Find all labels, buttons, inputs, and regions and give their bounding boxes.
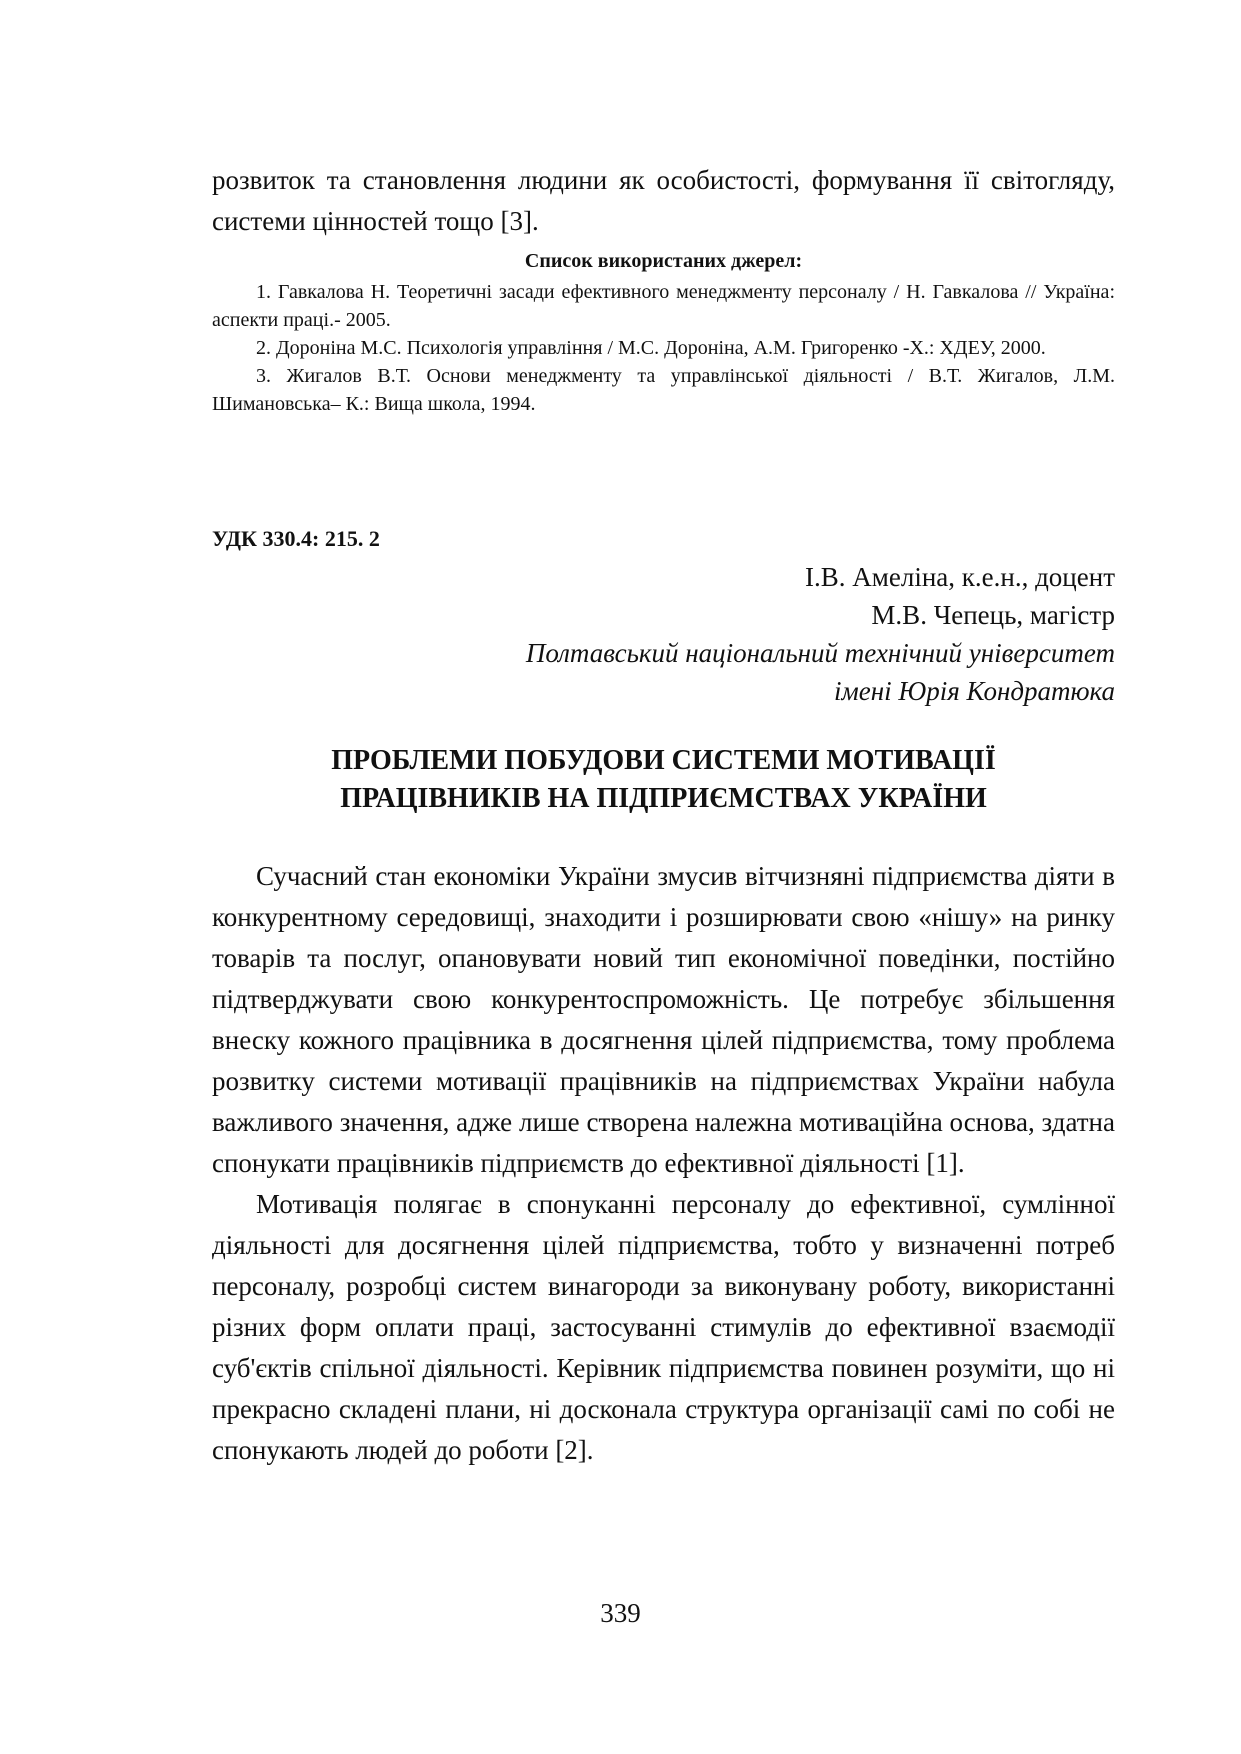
- article-body: [212, 856, 1115, 1471]
- references-title: Список використаних джерел:: [524, 250, 803, 272]
- author-chepets: М.В. Чепець, магістр: [871, 600, 1115, 630]
- references-section: [212, 248, 1115, 418]
- page-content: [212, 160, 1115, 1471]
- article-title-line: ПРАЦІВНИКІВ НА ПІДПРИЄМСТВАХ УКРАЇНИ: [340, 783, 987, 814]
- authors-block: [212, 558, 1115, 710]
- article-title-line: ПРОБЛЕМИ ПОБУДОВИ СИСТЕМИ МОТИВАЦІЇ: [331, 745, 996, 776]
- udk-code: УДК 330.4: 215. 2: [212, 526, 380, 551]
- page-number: 339: [600, 1598, 641, 1628]
- reference-item: 2. Дороніна М.С. Психологія управління / М.С. Дороніна, А.М. Григоренко -Х.: ХДЕУ, 2000.: [256, 337, 1046, 359]
- reference-item: 3. Жигалов В.Т. Основи менеджменту та управлінської діяльності / В.Т. Жигалов, Л.М. Шимановська– К.: Вища школа, 1994.: [212, 365, 1115, 415]
- author-amelina: І.В. Амеліна, к.е.н., доцент: [805, 562, 1115, 592]
- affiliation-line: імені Юрія Кондратюка: [834, 676, 1115, 706]
- reference-item: 1. Гавкалова Н. Теоретичні засади ефективного менеджменту персоналу / Н. Гавкалова // Україна: аспекти праці.- 2005.: [212, 281, 1115, 331]
- body-paragraph: Сучасний стан економіки України змусив вітчизняні підприємства діяти в конкурентному середовищі, знаходити і розширювати свою «нішу» на ринку товарів та послуг, опановувати новий тип економічної поведінки, постійно підтверджувати свою конкурентоспроможність. Це потребує збільшення внеску кожного працівника в досягнення цілей підприємства, тому проблема розвитку системи мотивації працівників на підприємствах України набула важливого значення, адже лише створена належна мотиваційна основа, здатна спонукати працівників підприємств до ефективної діяльності [1].: [212, 861, 1115, 1178]
- body-paragraph: Мотивація полягає в спонуканні персоналу до ефективної, сумлінної діяльності для досягнення цілей підприємства, тобто у визначенні потреб персоналу, розробці систем винагороди за виконувану роботу, використанні різних форм оплати праці, застосуванні стимулів до ефективної взаємодії суб'єктів спільної діяльності. Керівник підприємства повинен розуміти, що ні прекрасно складені плани, ні досконала структура організації самі по собі не спонукають людей до роботи [2].: [212, 1189, 1115, 1465]
- continued-paragraph: розвиток та становлення людини як особистості, формування її світогляду, системи цінностей тощо [3].: [212, 165, 1115, 236]
- article-title: [212, 742, 1115, 818]
- affiliation-line: Полтавський національний технічний університет: [525, 638, 1115, 668]
